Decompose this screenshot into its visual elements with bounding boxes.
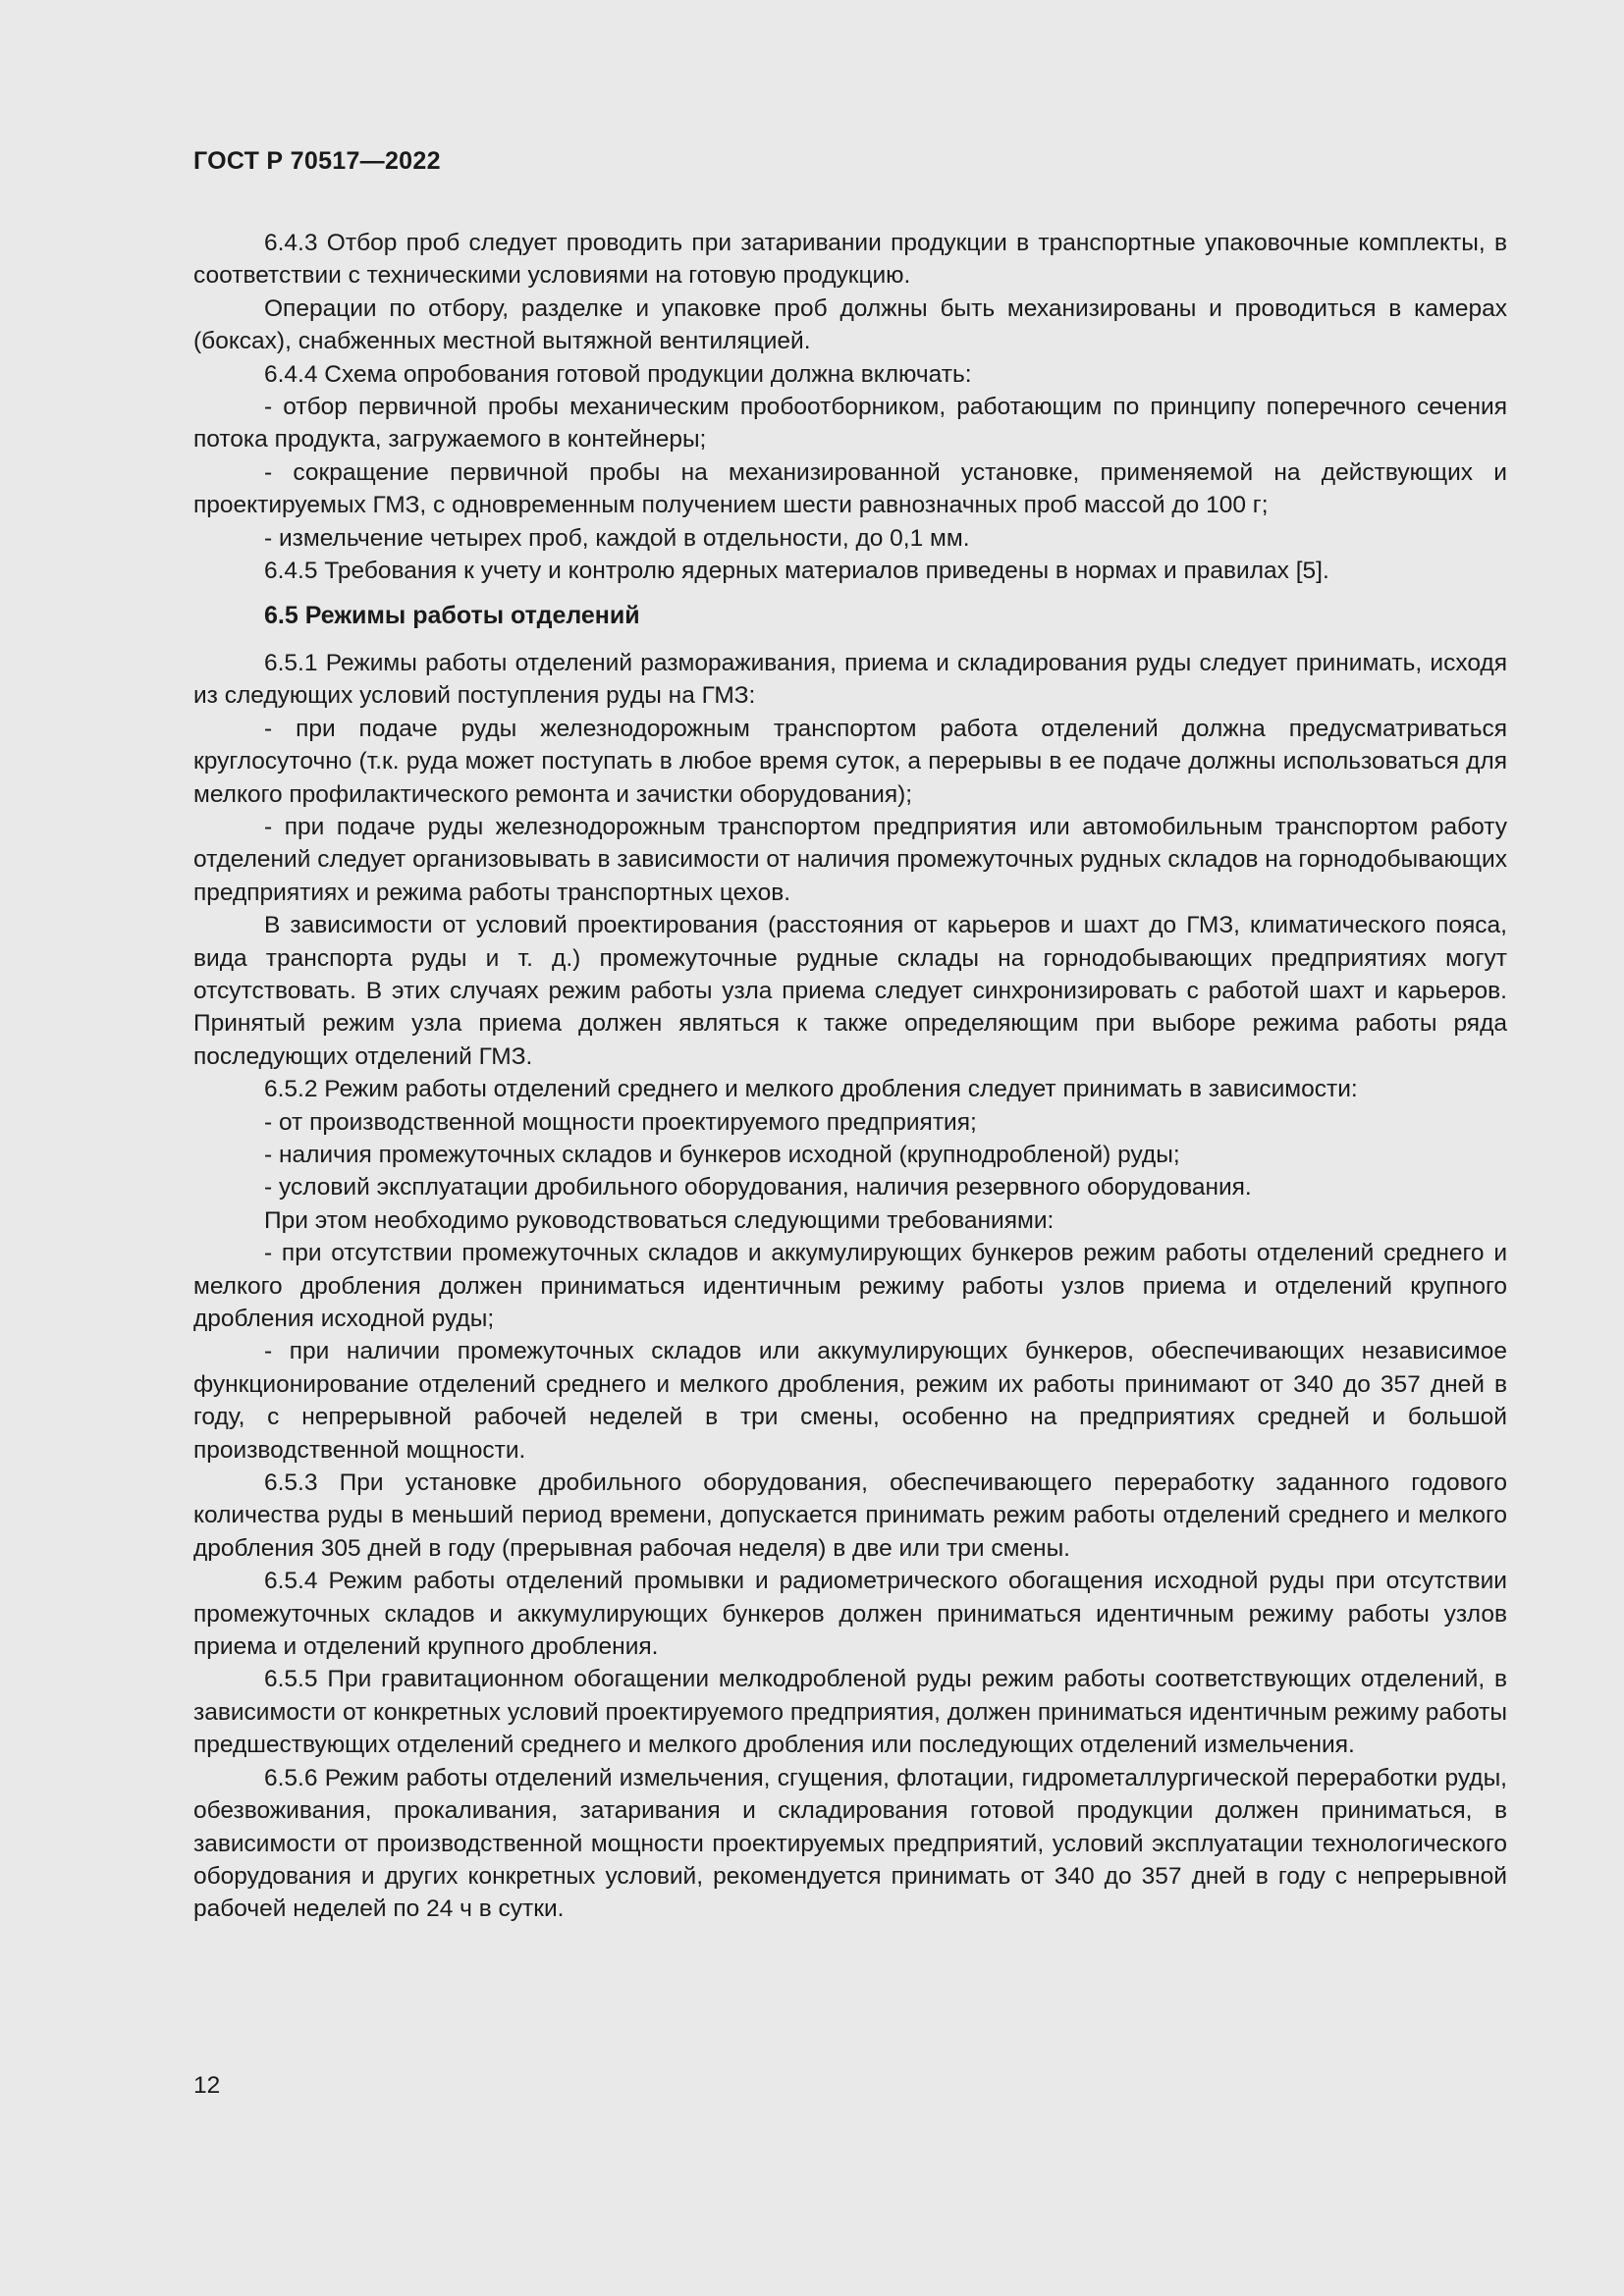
list-item: - сокращение первичной пробы на механизированной установке, применяемой на действующих и проектируемых ГМЗ, с одновременным получением шести равнозначных проб массой до 100 г; [193, 458, 1507, 519]
list-item: - при отсутствии промежуточных складов и аккумулирующих бункеров режим работы отделений среднего и мелкого дробления должен приниматься идентичным режиму работы узлов приема и отделений крупного дробления исходной руды; [193, 1240, 1507, 1332]
list-item: - измельчение четырех проб, каждой в отдельности, до 0,1 мм. [264, 524, 970, 552]
list-item: - условий эксплуатации дробильного оборудования, наличия резервного оборудования. [264, 1174, 1252, 1201]
paragraph: 6.5.1 Режимы работы отделений размораживания, приема и складирования руды следует принимать, исходя из следующих условий поступления руды на ГМЗ: [193, 649, 1507, 710]
list-item: - от производственной мощности проектируемого предприятия; [264, 1108, 977, 1136]
list-item: - при подаче руды железнодорожным транспортом работа отделений должна предусматриваться круглосуточно (т.к. руда может поступать в любое время суток, а перерывы в ее подаче должны использоваться для мелкого профилактического ремонта и зачистки оборудования); [193, 715, 1507, 808]
paragraph: 6.5.5 При гравитационном обогащении мелкодробленой руды режим работы соответствующих отделений, в зависимости от конкретных условий проектируемого предприятия, должен приниматься идентичным режиму работы предшествующих отделений среднего и мелкого дробления или последующих отделений измельчения. [193, 1666, 1507, 1759]
paragraph: 6.4.4 Схема опробования готовой продукции должна включать: [264, 360, 972, 388]
document-header: ГОСТ Р 70517—2022 [193, 147, 441, 175]
paragraph: 6.5.4 Режим работы отделений промывки и радиометрического обогащения исходной руды при отсутствии промежуточных складов и аккумулирующих бункеров должен приниматься идентичным режиму работы узлов приема и отделений крупного дробления. [193, 1568, 1507, 1661]
section-heading: 6.5 Режимы работы отделений [264, 602, 640, 630]
paragraph: 6.5.6 Режим работы отделений измельчения, сгущения, флотации, гидрометаллургической переработки руды, обезвоживания, прокаливания, затаривания и складирования готовой продукции должен приниматься, в зависимости от производственной мощности проектируемых предприятий, условий эксплуатации технологического оборудования и других конкретных условий, рекомендуется принимать от 340 до 357 дней в году с непрерывной рабочей неделей по 24 ч в сутки. [193, 1764, 1507, 1923]
paragraph: 6.4.5 Требования к учету и контролю ядерных материалов приведены в нормах и правилах [5]. [264, 558, 1329, 585]
paragraph: 6.4.3 Отбор проб следует проводить при затаривании продукции в транспортные упаковочные комплекты, в соответствии с техническими условиями на готовую продукцию. [193, 230, 1507, 290]
paragraph: 6.5.2 Режим работы отделений среднего и мелкого дробления следует принимать в зависимости: [264, 1076, 1358, 1103]
paragraph: При этом необходимо руководствоваться следующими требованиями: [264, 1206, 1055, 1234]
list-item: - наличия промежуточных складов и бункеров исходной (крупнодробленой) руды; [264, 1141, 1180, 1168]
list-item: - при подаче руды железнодорожным транспортом предприятия или автомобильным транспортом работу отделений следует организовывать в зависимости от наличия промежуточных рудных складов на горнодобывающих предприятиях и режима работы транспортных цехов. [193, 813, 1507, 906]
paragraph: Операции по отбору, разделке и упаковке проб должны быть механизированы и проводиться в камерах (боксах), снабженных местной вытяжной вентиляцией. [193, 294, 1507, 355]
paragraph: 6.5.3 При установке дробильного оборудования, обеспечивающего переработку заданного годового количества руды в меньший период времени, допускается принимать режим работы отделений среднего и мелкого дробления 305 дней в году (прерывная рабочая неделя) в две или три смены. [193, 1469, 1507, 1562]
page-body [193, 227, 1507, 1926]
page-number: 12 [193, 2072, 221, 2099]
list-item: - при наличии промежуточных складов или аккумулирующих бункеров, обеспечивающих независимое функционирование отделений среднего и мелкого дробления, режим их работы принимают от 340 до 357 дней в году, с непрерывной рабочей неделей в три смены, особенно на предприятиях средней и большой производственной мощности. [193, 1338, 1507, 1464]
paragraph: В зависимости от условий проектирования (расстояния от карьеров и шахт до ГМЗ, климатического пояса, вида транспорта руды и т. д.) промежуточные рудные склады на горнодобывающих предприятиях могут отсутствовать. В этих случаях режим работы узла приема следует синхронизировать с работой шахт и карьеров. Принятый режим узла приема должен являться к также определяющим при выборе режима работы ряда последующих отделений ГМЗ. [193, 912, 1507, 1070]
list-item: - отбор первичной пробы механическим пробоотборником, работающим по принципу поперечного сечения потока продукта, загружаемого в контейнеры; [193, 394, 1507, 454]
